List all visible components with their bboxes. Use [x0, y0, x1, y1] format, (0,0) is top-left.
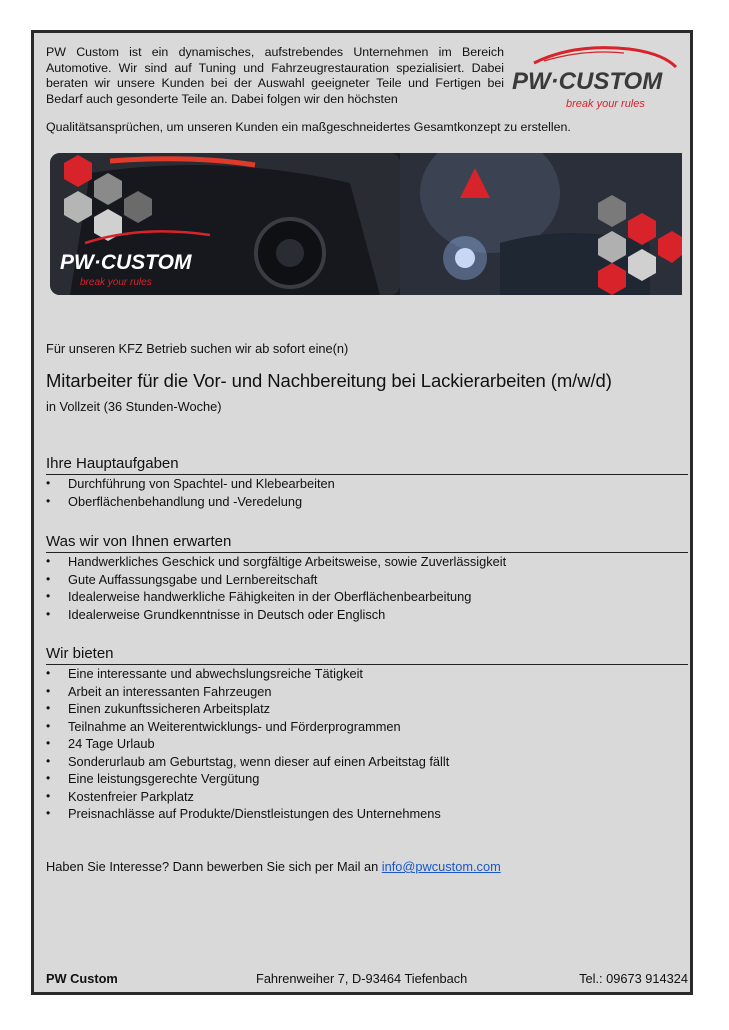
- section-expectations: [46, 533, 688, 623]
- footer-company: PW Custom: [46, 971, 118, 986]
- section-heading: Ihre Hauptaufgaben: [46, 455, 688, 475]
- list-item: • Einen zukunftssicheren Arbeitsplatz: [46, 700, 688, 718]
- list-item: • Sonderurlaub am Geburtstag, wenn dieser auf einen Arbeitstag fällt: [46, 753, 688, 771]
- list-item: • Idealerweise Grundkenntnisse in Deutsch oder Englisch: [46, 606, 688, 624]
- logo-brand: PW·CUSTOM: [512, 68, 663, 95]
- lead-text: Für unseren KFZ Betrieb suchen wir ab sofort eine(n): [46, 341, 349, 356]
- intro-text: PW Custom ist ein dynamisches, aufstrebendes Unternehmen im Bereich Automotive. Wir sind auf Tuning und Fahrzeugrestauration spezialisiert. Dabei beraten wir unsere Kunden bei der Auswahl geeigneter Teile und Fertigen bei Bedarf auch gesonderte Teile an. Dabei folgen wir den höchsten: [46, 45, 504, 106]
- list-item: • Eine interessante und abwechslungsreiche Tätigkeit: [46, 665, 688, 683]
- contact-text: Haben Sie Interesse? Dann bewerben Sie sich per Mail an: [46, 859, 382, 874]
- pw-custom-logo: [504, 41, 684, 113]
- section-heading: Was wir von Ihnen erwarten: [46, 533, 688, 553]
- email-link[interactable]: info@pwcustom.com: [381, 859, 501, 874]
- section-main-tasks: [46, 455, 688, 510]
- bullet-list: [46, 475, 688, 510]
- banner-logo-tagline: break your rules: [80, 277, 152, 288]
- job-title: Mitarbeiter für die Vor- und Nachbereitung bei Lackierarbeiten (m/w/d): [46, 370, 612, 391]
- list-item: • Teilnahme an Weiterentwicklungs- und Förderprogrammen: [46, 718, 688, 736]
- list-item: • Gute Auffassungsgabe und Lernbereitschaft: [46, 571, 688, 589]
- section-benefits: [46, 645, 688, 823]
- header-banner-image: [50, 153, 682, 295]
- list-item: • 24 Tage Urlaub: [46, 735, 688, 753]
- list-item: • Preisnachlässe auf Produkte/Dienstleistungen des Unternehmens: [46, 805, 688, 823]
- footer-address: Fahrenweiher 7, D-93464 Tiefenbach: [256, 971, 468, 986]
- document-page: [31, 30, 693, 995]
- job-subtitle: in Vollzeit (36 Stunden-Woche): [46, 399, 222, 414]
- list-item: • Eine leistungsgerechte Vergütung: [46, 770, 688, 788]
- list-item: • Durchführung von Spachtel- und Klebearbeiten: [46, 475, 688, 493]
- list-item: • Arbeit an interessanten Fahrzeugen: [46, 683, 688, 701]
- list-item: • Oberflächenbehandlung und -Veredelung: [46, 493, 688, 511]
- bullet-list: [46, 665, 688, 823]
- section-heading: Wir bieten: [46, 645, 688, 665]
- contact-line: [46, 859, 501, 874]
- bullet-list: [46, 553, 688, 623]
- banner-logo-brand: PW·CUSTOM: [60, 251, 192, 274]
- logo-tagline: break your rules: [566, 98, 645, 110]
- intro-text-end: Qualitätsansprüchen, um unseren Kunden ein maßgeschneidertes Gesamtkonzept zu erstellen.: [46, 120, 571, 134]
- footer-phone: Tel.: 09673 914324: [579, 971, 688, 986]
- list-item: • Kostenfreier Parkplatz: [46, 788, 688, 806]
- list-item: • Handwerkliches Geschick und sorgfältige Arbeitsweise, sowie Zuverlässigkeit: [46, 553, 688, 571]
- list-item: • Idealerweise handwerkliche Fähigkeiten in der Oberflächenbearbeitung: [46, 588, 688, 606]
